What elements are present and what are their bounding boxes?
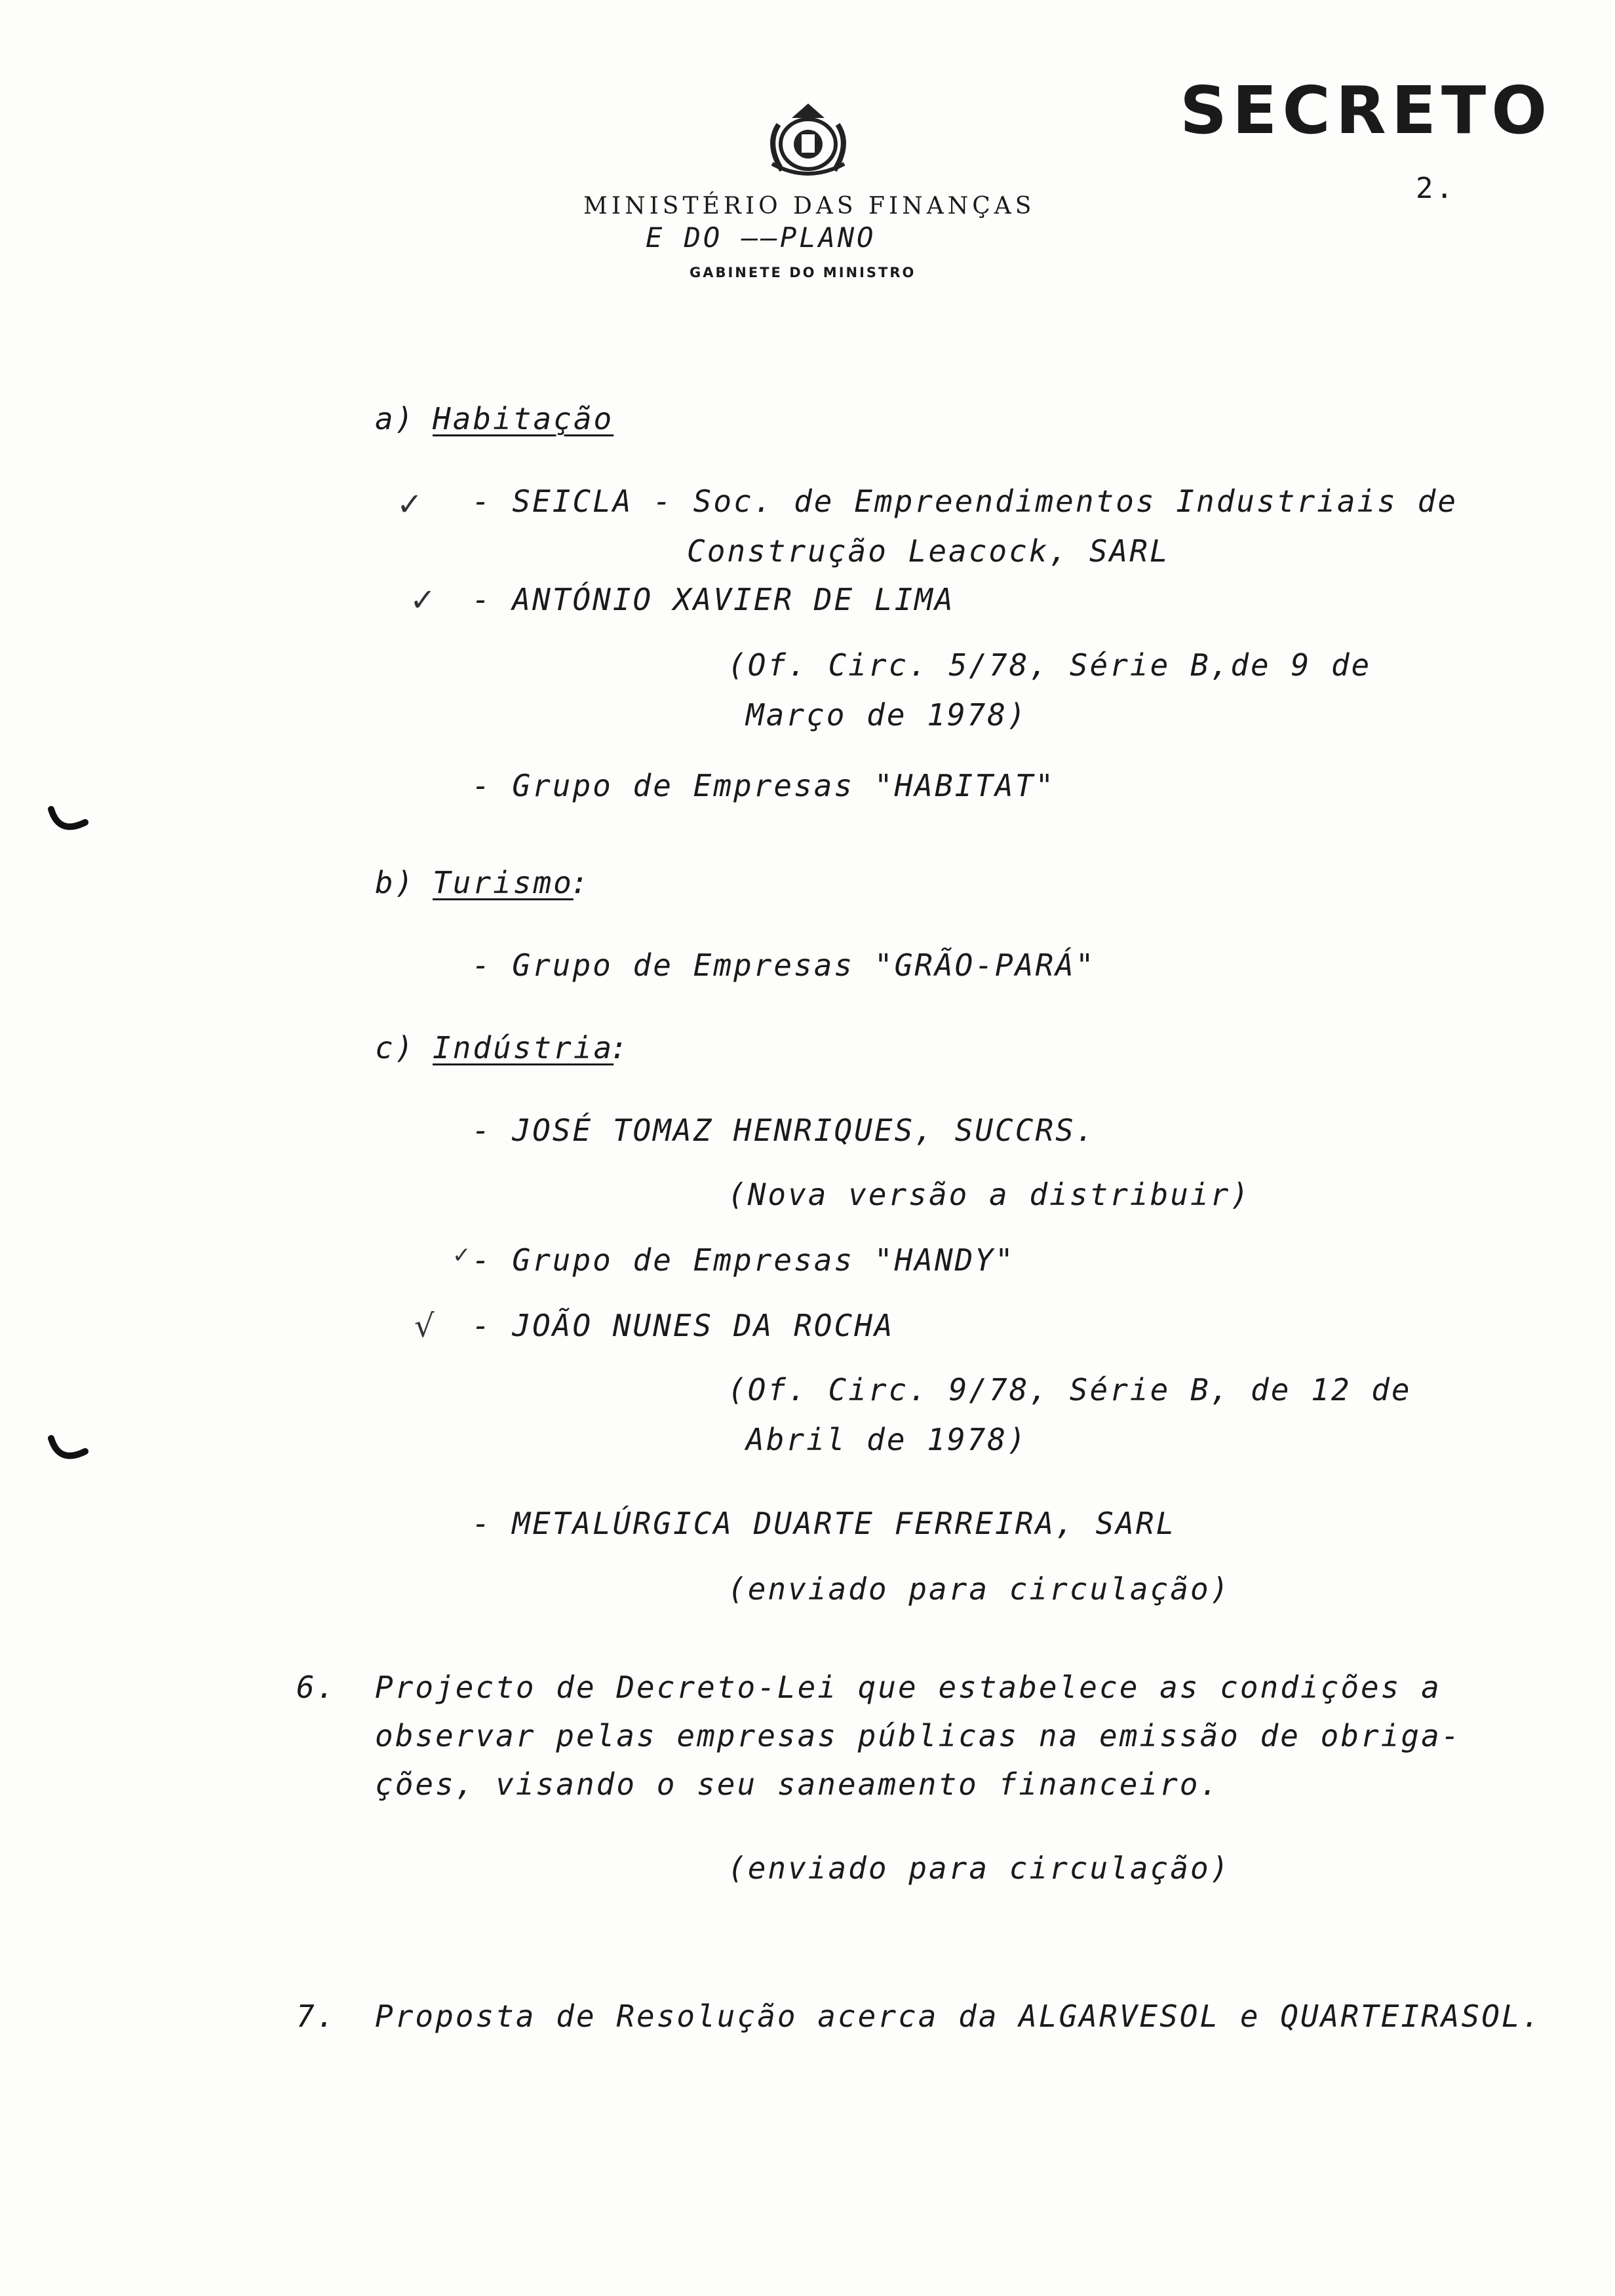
reference-circular-9-78: (Of. Circ. 9/78, Série B, de 12 de xyxy=(728,1372,1412,1407)
item-7-line1: Proposta de Resolução acerca da ALGARVESOL e QUARTEIRASOL. xyxy=(375,1999,1542,2034)
item-6-number: 6. xyxy=(296,1670,337,1705)
item-7-number: 7. xyxy=(296,1999,337,2034)
ministry-plan-line: E DO ——PLANO xyxy=(646,221,876,254)
coat-of-arms-icon xyxy=(752,98,864,183)
section-c-title: Indústria xyxy=(433,1030,614,1065)
note-sent-for-circulation: (enviado para circulação) xyxy=(728,1571,1231,1607)
check-mark: ✓ xyxy=(452,1242,471,1269)
check-mark: ✓ xyxy=(410,582,437,619)
binder-hole-mark xyxy=(46,803,98,842)
check-mark: ✓ xyxy=(397,486,423,523)
item-6-note: (enviado para circulação) xyxy=(728,1850,1231,1886)
binder-hole-mark xyxy=(46,1432,98,1471)
entry-jose-tomaz: - JOSÉ TOMAZ HENRIQUES, SUCCRS. xyxy=(472,1113,1096,1148)
item-6-line2: observar pelas empresas públicas na emissão de obriga- xyxy=(375,1718,1462,1753)
ministry-name: MINISTÉRIO DAS FINANÇAS xyxy=(583,193,1036,220)
section-a-letter: a) xyxy=(375,401,416,436)
section-c-colon: : xyxy=(610,1030,630,1065)
reference-circular-5-78-date: Março de 1978) xyxy=(746,697,1028,733)
entry-seicla-cont: Construção Leacock, SARL xyxy=(687,533,1170,569)
reference-circular-5-78: (Of. Circ. 5/78, Série B,de 9 de xyxy=(728,647,1372,683)
check-mark: √ xyxy=(414,1308,435,1345)
page-number: 2. xyxy=(1416,172,1456,205)
section-a-title: Habitação xyxy=(433,401,614,436)
section-c-letter: c) xyxy=(375,1030,416,1065)
note-new-version: (Nova versão a distribuir) xyxy=(728,1177,1251,1212)
entry-habitat: - Grupo de Empresas "HABITAT" xyxy=(472,768,1056,803)
cabinet-line: GABINETE DO MINISTRO xyxy=(690,265,916,280)
section-b-letter: b) xyxy=(375,865,416,900)
entry-metalurgica: - METALÚRGICA DUARTE FERREIRA, SARL xyxy=(472,1506,1177,1541)
section-b-title: Turismo xyxy=(433,865,574,900)
entry-antonio-xavier: - ANTÓNIO XAVIER DE LIMA xyxy=(472,582,955,617)
entry-handy: - Grupo de Empresas "HANDY" xyxy=(472,1242,1015,1278)
item-6-line3: ções, visando o seu saneamento financeiro. xyxy=(375,1767,1220,1802)
entry-joao-nunes: - JOÃO NUNES DA ROCHA xyxy=(472,1308,895,1343)
classification-stamp: SECRETO xyxy=(1180,72,1553,149)
entry-seicla: - SEICLA - Soc. de Empreendimentos Industriais de xyxy=(472,484,1458,519)
entry-grao-para: - Grupo de Empresas "GRÃO-PARÁ" xyxy=(472,947,1096,983)
item-6-line1: Projecto de Decreto-Lei que estabelece as condições a xyxy=(375,1670,1441,1705)
section-b-colon: : xyxy=(570,865,591,900)
reference-circular-9-78-date: Abril de 1978) xyxy=(746,1422,1028,1457)
